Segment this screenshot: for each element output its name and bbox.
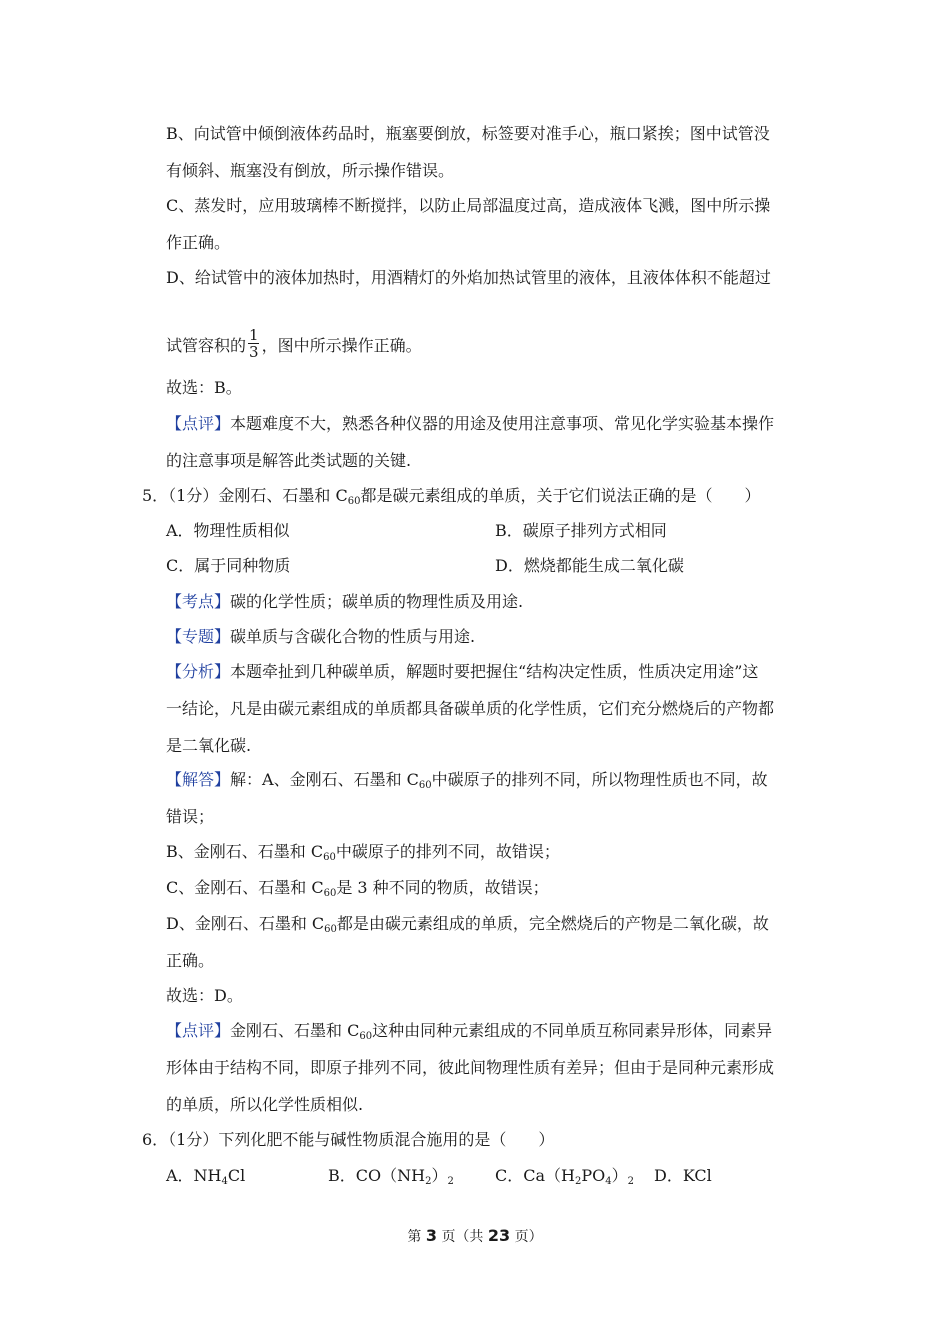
jieda-a-post: 中碳原子的排列不同，所以物理性质也不同，故 — [431, 770, 768, 789]
q5-jieda-d — [166, 914, 769, 934]
q4-b-line1: B、向试管中倾倒液体药品时，瓶塞要倒放，标签要对准手心，瓶口紧挨；图中试管没 — [166, 124, 770, 143]
q5-jieda-c — [166, 878, 549, 898]
q4-d-line1: D、给试管中的液体加热时，用酒精灯的外焰加热试管里的液体，且液体体积不能超过 — [166, 268, 771, 287]
footer-page-number: 3 — [425, 1226, 437, 1245]
q5-fenxi-line2: 一结论，凡是由碳元素组成的单质都具备碳单质的化学性质，它们充分燃烧后的产物都 — [166, 699, 775, 718]
jieda-b-pre: B、金刚石、石墨和 C — [166, 842, 324, 861]
q6-b-pre: B．CO（NH — [328, 1166, 426, 1185]
zhuanti-text: 碳单质与含碳化合物的性质与用途. — [230, 627, 476, 646]
jieda-b-post: 中碳原子的排列不同，故错误； — [335, 842, 560, 861]
q5-option-a: A．物理性质相似 — [166, 521, 290, 540]
q4-d-line2-pre: 试管容积的 — [166, 336, 247, 355]
q5-fenxi-line3: 是二氧化碳. — [166, 736, 252, 755]
q6-a-sub: 4 — [221, 1176, 228, 1187]
q6-c-sub1: 2 — [574, 1176, 582, 1187]
q5-option-c: C．属于同种物质 — [166, 556, 291, 575]
fraction-one-third — [248, 327, 260, 360]
q5-stem-post: 都是碳元素组成的单质，关于它们说法正确的是（ ） — [360, 486, 761, 505]
q6-a-post: Cl — [227, 1166, 246, 1185]
review-tag: 【点评】 — [166, 1021, 231, 1040]
fraction-numerator: 1 — [249, 326, 259, 344]
q6-b-sub1: 2 — [425, 1176, 432, 1187]
q4-b-line2: 有倾斜、瓶塞没有倒放，所示操作错误。 — [166, 161, 455, 180]
q5-jieda-d-line2: 正确。 — [166, 951, 215, 970]
q6-a-pre: A．NH — [166, 1166, 222, 1185]
q4-c-line2: 作正确。 — [166, 233, 231, 252]
q5-option-b: B．碳原子排列方式相同 — [495, 521, 667, 540]
q5-fenxi-line1 — [166, 662, 758, 682]
c60-sub: 60 — [323, 852, 336, 863]
q5-jieda-b — [166, 842, 560, 862]
q6-stem: 6．（1分）下列化肥不能与碱性物质混合施用的是（ ） — [142, 1130, 555, 1149]
footer-post: 页） — [514, 1229, 543, 1245]
q4-d-line2-post: ，图中所示操作正确。 — [261, 336, 422, 355]
q5-jieda-a-line2: 错误； — [166, 807, 215, 826]
q5-review-line3: 的单质，所以化学性质相似. — [166, 1095, 364, 1114]
q5-review-line1 — [166, 1021, 772, 1041]
footer-pre: 第 — [407, 1229, 422, 1245]
jieda-a-pre: 解：A、金刚石、石墨和 C — [230, 770, 419, 789]
q6-b-sub2: 2 — [447, 1176, 454, 1187]
q6-c-sub2: 4 — [605, 1176, 612, 1187]
q5-review-line2: 形体由于结构不同，即原子排列不同，彼此间物理性质有差异；但由于是同种元素形成 — [166, 1058, 775, 1077]
q5-stem-sub: 60 — [347, 496, 361, 507]
c60-sub: 60 — [324, 924, 337, 935]
q4-d-line2 — [166, 326, 422, 363]
q5-review-post: 这种由同种元素组成的不同单质互称同素异形体，同素异 — [372, 1021, 773, 1040]
review-tag: 【点评】 — [166, 414, 231, 433]
q6-option-b — [328, 1166, 454, 1186]
q6-c-pre: C．Ca（H — [495, 1166, 575, 1185]
q6-option-a — [166, 1166, 245, 1186]
q6-option-c — [495, 1166, 634, 1186]
q5-answer: 故选：D。 — [166, 986, 243, 1005]
q5-stem — [142, 486, 760, 506]
jieda-tag: 【解答】 — [166, 770, 231, 789]
q4-review-line2: 的注意事项是解答此类试题的关键. — [166, 451, 412, 470]
page-footer — [0, 1226, 950, 1247]
zhuanti-tag: 【专题】 — [166, 627, 231, 646]
kaodian-text: 碳的化学性质；碳单质的物理性质及用途. — [230, 592, 524, 611]
q5-zhuanti — [166, 627, 475, 647]
q4-c-line1: C、蒸发时，应用玻璃棒不断搅拌，以防止局部温度过高，造成液体飞溅，图中所示操 — [166, 196, 771, 215]
q6-c-sub3: 2 — [627, 1176, 635, 1187]
jieda-c-pre: C、金刚石、石墨和 C — [166, 878, 324, 897]
fraction-denominator: 3 — [249, 343, 259, 361]
jieda-d-pre: D、金刚石、石墨和 C — [166, 914, 325, 933]
q5-option-d: D．燃烧都能生成二氧化碳 — [495, 556, 684, 575]
footer-mid: 页（共 — [441, 1229, 484, 1245]
q6-c-mid: PO — [581, 1166, 606, 1185]
footer-total-pages: 23 — [487, 1226, 511, 1245]
q5-kaodian — [166, 592, 523, 612]
q6-c-close: ） — [611, 1166, 628, 1185]
q6-b-mid: ） — [431, 1166, 448, 1185]
jieda-c-post: 是 3 种不同的物质，故错误； — [336, 878, 549, 897]
q4-review-text: 本题难度不大，熟悉各种仪器的用途及使用注意事项、常见化学实验基本操作 — [230, 414, 775, 433]
q4-answer: 故选：B。 — [166, 378, 242, 397]
c60-sub: 60 — [359, 1031, 373, 1042]
fenxi-text: 本题牵扯到几种碳单质，解题时要把握住“结构决定性质，性质决定用途”这 — [230, 662, 759, 681]
q5-jieda-a — [166, 770, 768, 790]
c60-sub: 60 — [418, 780, 432, 791]
kaodian-tag: 【考点】 — [166, 592, 231, 611]
q5-review-pre: 金刚石、石墨和 C — [230, 1021, 360, 1040]
q6-option-d: D．KCl — [654, 1166, 712, 1185]
jieda-d-post: 都是由碳元素组成的单质，完全燃烧后的产物是二氧化碳，故 — [336, 914, 769, 933]
fenxi-tag: 【分析】 — [166, 662, 231, 681]
q5-stem-pre: 5．（1分）金刚石、石墨和 C — [142, 486, 348, 505]
q4-review-line1 — [166, 414, 774, 434]
c60-sub: 60 — [323, 888, 337, 899]
